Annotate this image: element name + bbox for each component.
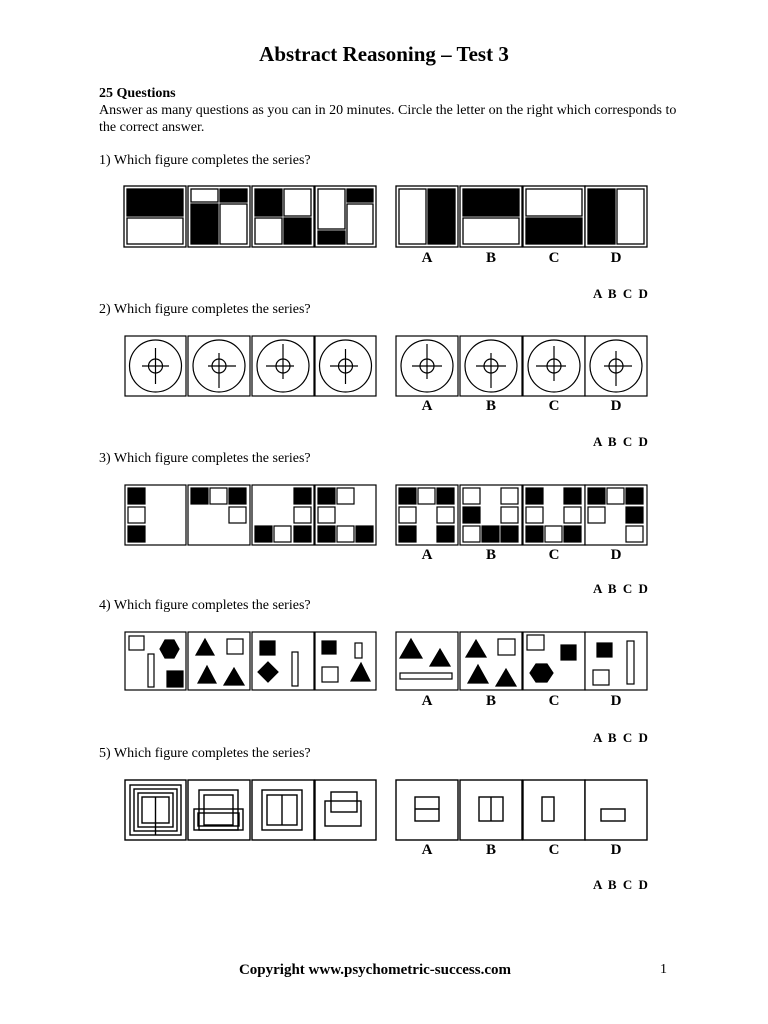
q5-option-d-figure xyxy=(585,780,647,840)
q2-option-d-label[interactable]: D xyxy=(610,398,622,414)
q5-option-d-label[interactable]: D xyxy=(610,842,622,858)
q4-option-b-label[interactable]: B xyxy=(485,693,496,709)
q4-series-figure-4 xyxy=(315,632,376,690)
q4-answer-choices[interactable]: A B C D xyxy=(593,730,648,745)
q2-option-c-label[interactable]: C xyxy=(548,398,560,414)
q1-option-a-figure xyxy=(396,186,458,247)
q4-option-c-label[interactable]: C xyxy=(548,693,560,709)
q4-option-c-figure xyxy=(523,632,585,690)
q5-option-a-label[interactable]: A xyxy=(421,842,433,858)
q3-series-figure-3 xyxy=(252,485,314,545)
q2-series-figure-3 xyxy=(252,336,314,396)
q1-option-a-label[interactable]: A xyxy=(421,250,433,266)
q4-series-figure-3 xyxy=(252,632,314,690)
q5-series-figure-2 xyxy=(188,780,250,840)
q3-series-figure-2 xyxy=(188,485,250,545)
q1-option-d-figure xyxy=(585,186,647,247)
q5-series-figure-1 xyxy=(125,780,186,840)
q2-series-figure-2 xyxy=(188,336,250,396)
question-3-prompt: 3) Which figure completes the series? xyxy=(99,451,311,466)
q3-series-figure-1 xyxy=(125,485,186,545)
question-1-prompt: 1) Which figure completes the series? xyxy=(99,153,311,168)
q5-option-b-figure xyxy=(460,780,522,840)
q1-option-b-label[interactable]: B xyxy=(485,250,496,266)
q4-option-d-label[interactable]: D xyxy=(610,693,622,709)
q1-answer-choices[interactable]: A B C D xyxy=(593,286,648,301)
q5-answer-choices[interactable]: A B C D xyxy=(593,877,648,892)
q1-series-figure-4 xyxy=(315,186,376,247)
q4-option-a-figure xyxy=(396,632,458,690)
q3-series-figure-4 xyxy=(315,485,376,545)
q4-series-figure-1 xyxy=(125,632,186,690)
q2-option-a-figure xyxy=(396,336,458,396)
q1-series-figure-2 xyxy=(188,186,250,247)
q3-answer-choices[interactable]: A B C D xyxy=(593,581,648,596)
q3-option-a-label[interactable]: A xyxy=(421,547,433,563)
q4-series-figure-2 xyxy=(188,632,250,690)
q3-option-a-figure xyxy=(396,485,458,545)
question-5-prompt: 5) Which figure completes the series? xyxy=(99,746,311,761)
q1-option-c-label[interactable]: C xyxy=(548,250,560,266)
q5-option-c-label[interactable]: C xyxy=(548,842,560,858)
question-2-prompt: 2) Which figure completes the series? xyxy=(99,302,311,317)
q2-series-figure-1 xyxy=(125,336,186,396)
q2-option-a-label[interactable]: A xyxy=(421,398,433,414)
question-count: 25 Questions xyxy=(99,86,176,101)
q2-option-b-figure xyxy=(460,336,522,396)
q2-option-b-label[interactable]: B xyxy=(485,398,496,414)
q2-answer-choices[interactable]: A B C D xyxy=(593,434,648,449)
q5-series-figure-3 xyxy=(252,780,314,840)
q5-option-a-figure xyxy=(396,780,458,840)
q1-option-b-figure xyxy=(460,186,522,247)
q3-option-d-figure xyxy=(585,485,647,545)
q4-option-b-figure xyxy=(460,632,522,690)
page-number: 1 xyxy=(660,962,667,977)
q2-option-d-figure xyxy=(585,336,647,396)
q5-series-figure-4 xyxy=(315,780,376,840)
q4-option-a-label[interactable]: A xyxy=(421,693,433,709)
q5-option-b-label[interactable]: B xyxy=(485,842,496,858)
q3-option-c-figure xyxy=(523,485,585,545)
page-title: Abstract Reasoning – Test 3 xyxy=(259,42,509,66)
q3-option-c-label[interactable]: C xyxy=(548,547,560,563)
instructions: Answer as many questions as you can in 20 minutes. Circle the letter on the right which corresponds to the correct answer. xyxy=(99,103,677,135)
q1-series-figure-1 xyxy=(124,186,186,247)
q2-option-c-figure xyxy=(523,336,585,396)
q3-option-b-figure xyxy=(460,485,522,545)
q1-option-d-label[interactable]: D xyxy=(610,250,622,266)
q2-series-figure-4 xyxy=(315,336,376,396)
question-4-prompt: 4) Which figure completes the series? xyxy=(99,598,311,613)
q4-option-d-figure xyxy=(585,632,647,690)
q1-series-figure-3 xyxy=(252,186,314,247)
q3-option-d-label[interactable]: D xyxy=(610,547,622,563)
q3-option-b-label[interactable]: B xyxy=(485,547,496,563)
q1-option-c-figure xyxy=(523,186,585,247)
q5-option-c-figure xyxy=(523,780,585,840)
copyright-footer: Copyright www.psychometric-success.com xyxy=(238,962,512,978)
